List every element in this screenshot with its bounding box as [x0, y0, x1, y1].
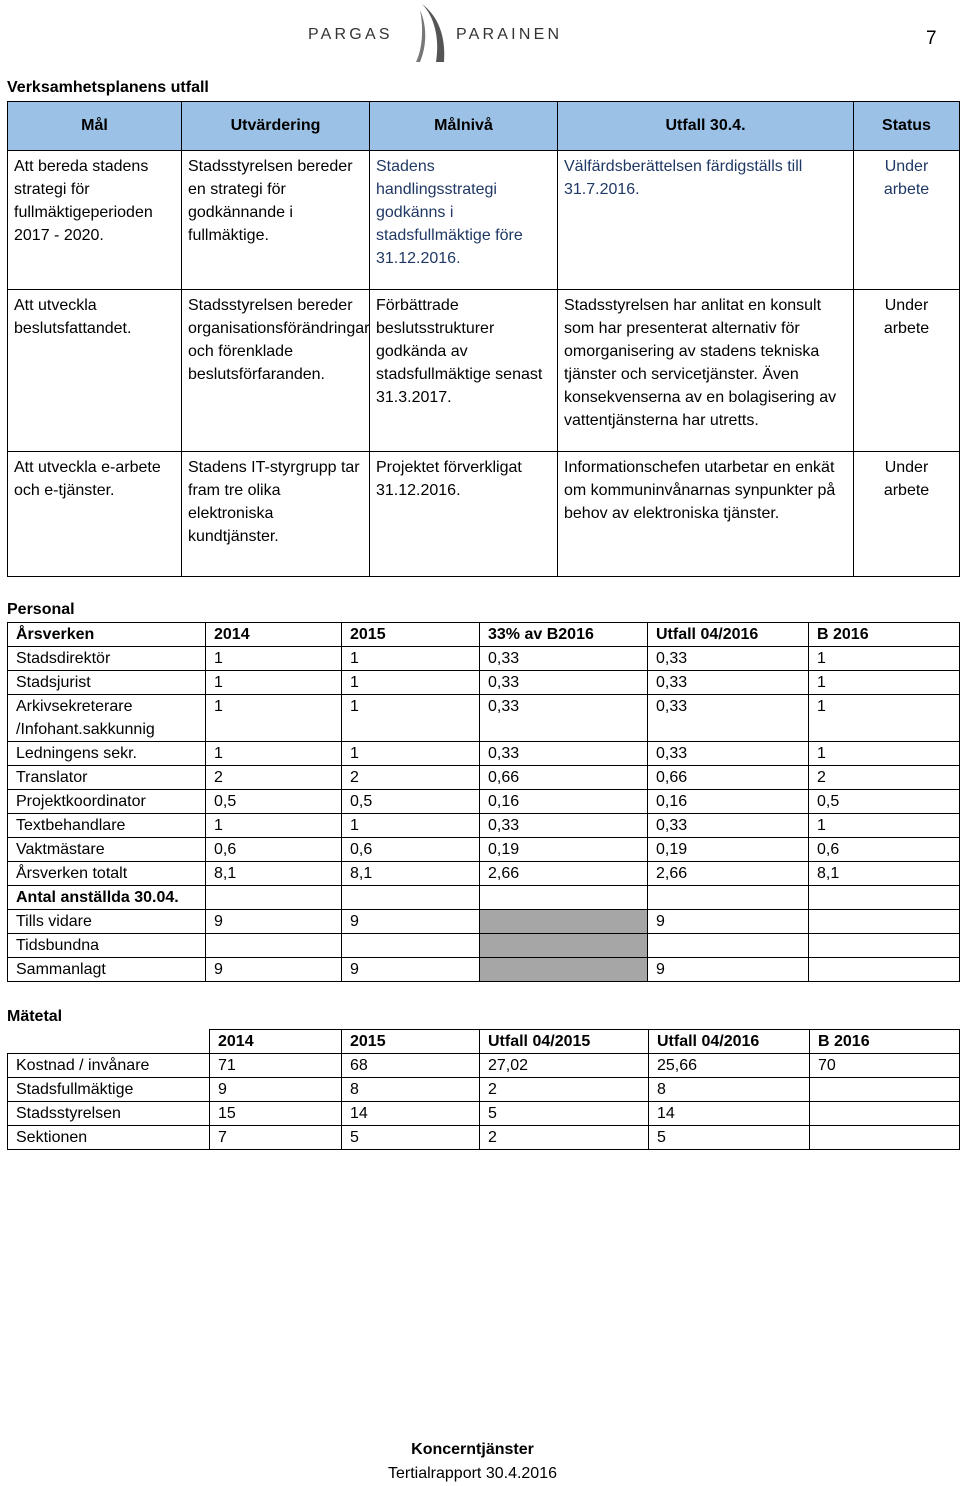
cell: 8,1 — [342, 862, 480, 886]
table-row — [8, 647, 960, 671]
cell — [342, 934, 480, 958]
cell: 1 — [342, 695, 480, 742]
metrics-header: 2014 — [210, 1030, 342, 1054]
metrics-header-row — [8, 1030, 960, 1054]
cell: Textbehandlare — [8, 814, 206, 838]
footer-report: Tertialrapport 30.4.2016 — [388, 1465, 557, 1482]
cell: 5 — [480, 1102, 649, 1126]
table-row — [8, 1102, 960, 1126]
target-cell: Projektet förverkligat 31.12.2016. — [370, 452, 558, 577]
cell: 0,6 — [206, 838, 342, 862]
cell: 2 — [480, 1078, 649, 1102]
goals-row — [8, 151, 960, 290]
cell: Tidsbundna — [8, 934, 206, 958]
cell: 0,19 — [480, 838, 648, 862]
logo-text-left: PARGAS — [308, 26, 393, 43]
metrics-header: Utfall 04/2015 — [480, 1030, 649, 1054]
cell: Kostnad / invånare — [8, 1054, 210, 1078]
outcome-cell: Stadsstyrelsen har anlitat en konsult som har presenterat alternativ för omorganisering av stadens tekniska tjänster och servicetjänster. Även konsekvenserna av en bolagisering av vattentjänsterna har utretts. — [558, 290, 854, 452]
metrics-header: Utfall 04/2016 — [649, 1030, 810, 1054]
cell: Projektkoordinator — [8, 790, 206, 814]
cell: 2 — [342, 766, 480, 790]
cell: 0,6 — [342, 838, 480, 862]
cell: 0,16 — [648, 790, 809, 814]
goal-cell: Att utveckla e-arbete och e-tjänster. — [8, 452, 182, 577]
cell: 1 — [206, 814, 342, 838]
cell: 8,1 — [206, 862, 342, 886]
goals-table — [7, 101, 960, 577]
table-row — [8, 862, 960, 886]
table-row — [8, 671, 960, 695]
table-row — [8, 958, 960, 982]
metrics-title: Mätetal — [7, 1008, 63, 1025]
cell: 1 — [206, 742, 342, 766]
table-row — [8, 1054, 960, 1078]
goals-row — [8, 452, 960, 577]
status-cell: Under arbete — [854, 151, 960, 290]
cell — [809, 910, 960, 934]
cell: Stadsjurist — [8, 671, 206, 695]
cell: 1 — [809, 742, 960, 766]
gray-cell — [480, 934, 648, 958]
table-row — [8, 1078, 960, 1102]
cell — [810, 1126, 960, 1150]
personal-header: 2014 — [206, 623, 342, 647]
metrics-header — [8, 1030, 210, 1054]
cell: 7 — [210, 1126, 342, 1150]
cell — [206, 934, 342, 958]
cell: Tills vidare — [8, 910, 206, 934]
cell: 0,33 — [480, 647, 648, 671]
cell: 0,33 — [480, 671, 648, 695]
target-cell: Stadens handlingsstrategi godkänns i stadsfullmäktige före 31.12.2016. — [370, 151, 558, 290]
cell: 1 — [342, 742, 480, 766]
cell — [809, 934, 960, 958]
table-row — [8, 1126, 960, 1150]
cell: 9 — [648, 958, 809, 982]
cell: 1 — [809, 814, 960, 838]
cell — [342, 886, 480, 910]
table-row — [8, 886, 960, 910]
goals-header: Utfall 30.4. — [558, 102, 854, 151]
cell: 25,66 — [649, 1054, 810, 1078]
cell: Stadsstyrelsen — [8, 1102, 210, 1126]
cell: 9 — [648, 910, 809, 934]
personal-header: B 2016 — [809, 623, 960, 647]
cell: 1 — [342, 814, 480, 838]
cell: Sektionen — [8, 1126, 210, 1150]
goals-header-row — [8, 102, 960, 151]
cell: 2 — [206, 766, 342, 790]
cell: 0,33 — [648, 647, 809, 671]
cell: 0,33 — [480, 814, 648, 838]
page-number: 7 — [926, 28, 937, 49]
cell: 5 — [649, 1126, 810, 1150]
table-row — [8, 910, 960, 934]
cell: Stadsdirektör — [8, 647, 206, 671]
cell: 8,1 — [809, 862, 960, 886]
cell: Vaktmästare — [8, 838, 206, 862]
cell: 0,5 — [342, 790, 480, 814]
table-row — [8, 766, 960, 790]
metrics-header: 2015 — [342, 1030, 480, 1054]
gray-cell — [480, 958, 648, 982]
sail-icon — [414, 0, 450, 70]
table-row — [8, 814, 960, 838]
evaluation-cell: Stadsstyrelsen bereder organisationsförändringar och förenklade beslutsförfaranden. — [182, 290, 370, 452]
cell: 0,5 — [206, 790, 342, 814]
cell — [810, 1102, 960, 1126]
goal-cell: Att utveckla beslutsfattandet. — [8, 290, 182, 452]
cell: 9 — [342, 910, 480, 934]
goals-row — [8, 290, 960, 452]
table-row — [8, 934, 960, 958]
cell: 1 — [342, 647, 480, 671]
personal-table — [7, 622, 960, 982]
cell — [809, 958, 960, 982]
cell: 9 — [342, 958, 480, 982]
personal-header: 2015 — [342, 623, 480, 647]
cell: 1 — [342, 671, 480, 695]
cell: 2,66 — [648, 862, 809, 886]
cell: 0,19 — [648, 838, 809, 862]
goals-header: Status — [854, 102, 960, 151]
personal-header-row — [8, 623, 960, 647]
cell: 1 — [206, 647, 342, 671]
metrics-header: B 2016 — [810, 1030, 960, 1054]
cell: 0,33 — [648, 695, 809, 742]
goals-header: Utvärdering — [182, 102, 370, 151]
evaluation-cell: Stadsstyrelsen bereder en strategi för godkännande i fullmäktige. — [182, 151, 370, 290]
cell: 5 — [342, 1126, 480, 1150]
goals-header: Målnivå — [370, 102, 558, 151]
cell: 2 — [480, 1126, 649, 1150]
cell: 0,16 — [480, 790, 648, 814]
table-row — [8, 790, 960, 814]
cell — [648, 934, 809, 958]
goal-cell: Att bereda stadens strategi för fullmäktigeperioden 2017 - 2020. — [8, 151, 182, 290]
cell: Arkivsekreterare /Infohant.sakkunnig — [8, 695, 206, 742]
cell — [480, 886, 648, 910]
cell: 1 — [206, 695, 342, 742]
target-cell: Förbättrade beslutsstrukturer godkända av stadsfullmäktige senast 31.3.2017. — [370, 290, 558, 452]
employees-label: Antal anställda 30.04. — [8, 886, 206, 910]
cell: 0,33 — [648, 814, 809, 838]
cell — [809, 886, 960, 910]
cell — [206, 886, 342, 910]
cell: Sammanlagt — [8, 958, 206, 982]
cell: 71 — [210, 1054, 342, 1078]
outcome-cell: Informationschefen utarbetar en enkät om kommuninvånarnas synpunkter på behov av elektroniska tjänster. — [558, 452, 854, 577]
cell: 0,33 — [480, 695, 648, 742]
personal-header: Årsverken — [8, 623, 206, 647]
cell: 9 — [206, 958, 342, 982]
cell: 70 — [810, 1054, 960, 1078]
cell: 0,33 — [648, 742, 809, 766]
gray-cell — [480, 910, 648, 934]
cell: 1 — [809, 671, 960, 695]
outcome-cell: Välfärdsberättelsen färdigställs till 31.7.2016. — [558, 151, 854, 290]
cell: 68 — [342, 1054, 480, 1078]
table-row — [8, 838, 960, 862]
goals-header: Mål — [8, 102, 182, 151]
cell: 0,6 — [809, 838, 960, 862]
status-cell: Under arbete — [854, 290, 960, 452]
logo-text-right: PARAINEN — [456, 26, 563, 43]
personal-header: 33% av B2016 — [480, 623, 648, 647]
cell: 1 — [206, 671, 342, 695]
cell: Ledningens sekr. — [8, 742, 206, 766]
personal-title: Personal — [7, 601, 75, 618]
cell: 15 — [210, 1102, 342, 1126]
cell: 2 — [809, 766, 960, 790]
cell: 8 — [342, 1078, 480, 1102]
cell: 14 — [649, 1102, 810, 1126]
cell: Stadsfullmäktige — [8, 1078, 210, 1102]
cell: 0,5 — [809, 790, 960, 814]
cell: 0,33 — [480, 742, 648, 766]
footer-department: Koncerntjänster — [411, 1441, 534, 1458]
cell: 8 — [649, 1078, 810, 1102]
cell — [810, 1078, 960, 1102]
cell: 0,66 — [648, 766, 809, 790]
status-cell: Under arbete — [854, 452, 960, 577]
personal-header: Utfall 04/2016 — [648, 623, 809, 647]
cell: 1 — [809, 695, 960, 742]
cell: 9 — [206, 910, 342, 934]
cell — [648, 886, 809, 910]
table-row — [8, 695, 960, 742]
evaluation-cell: Stadens IT-styrgrupp tar fram tre olika elektroniska kundtjänster. — [182, 452, 370, 577]
cell: 2,66 — [480, 862, 648, 886]
cell: 9 — [210, 1078, 342, 1102]
metrics-table — [7, 1029, 960, 1150]
cell: 1 — [809, 647, 960, 671]
cell: 0,66 — [480, 766, 648, 790]
pargas-parainen-logo — [300, 0, 570, 70]
cell: 14 — [342, 1102, 480, 1126]
cell: Translator — [8, 766, 206, 790]
section-title: Verksamhetsplanens utfall — [7, 79, 209, 96]
cell: 0,33 — [648, 671, 809, 695]
cell: Årsverken totalt — [8, 862, 206, 886]
table-row — [8, 742, 960, 766]
cell: 27,02 — [480, 1054, 649, 1078]
